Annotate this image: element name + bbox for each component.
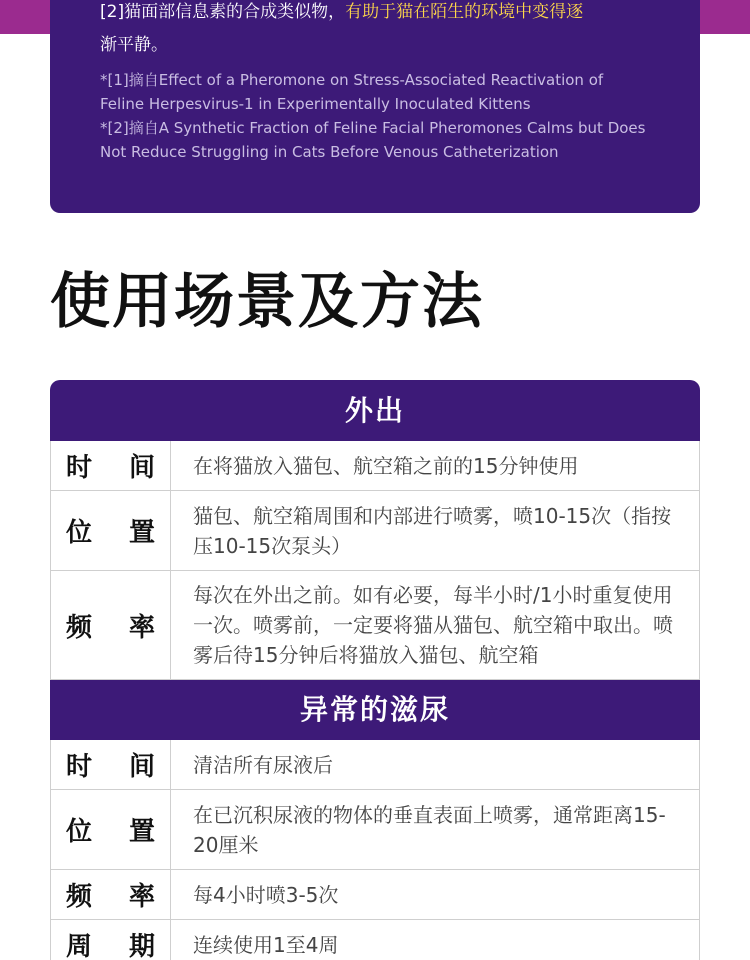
table-row bbox=[50, 920, 700, 960]
row-label bbox=[51, 491, 171, 570]
info-cut-prefix: [2]猫面部信息素的合成类似物， bbox=[100, 2, 346, 22]
row-value-text: 猫包、航空箱周围和内部进行喷雾，喷10-15次（指按压10-15次泵头） bbox=[193, 503, 672, 558]
row-value-text: 清洁所有尿液后 bbox=[193, 752, 333, 777]
row-value-text: 连续使用1至4周 bbox=[193, 932, 339, 957]
row-label bbox=[51, 571, 171, 679]
row-value bbox=[171, 920, 699, 960]
reference-2: *[2]摘自A Synthetic Fraction of Feline Facial Pheromones Calms but Does Not Reduce Struggling in Cats Before Venous Catheterization bbox=[100, 119, 646, 161]
table-row bbox=[50, 571, 700, 680]
table-row bbox=[50, 740, 700, 790]
reference-1: *[1]摘自Effect of a Pheromone on Stress-Associated Reactivation of Feline Herpesvirus-1 in Experimentally Inoculated Kittens bbox=[100, 71, 604, 113]
row-value bbox=[171, 441, 699, 490]
row-label-char: 位 bbox=[66, 817, 93, 847]
info-calm-line: 渐平静。 bbox=[100, 35, 168, 55]
row-label-char: 间 bbox=[128, 453, 155, 483]
table-row bbox=[50, 870, 700, 920]
info-cut-highlight: 有助于猫在陌生的环境中变得逐 bbox=[345, 2, 584, 22]
row-label bbox=[51, 870, 171, 919]
usage-table-spraying bbox=[50, 680, 700, 960]
row-label bbox=[51, 740, 171, 789]
row-label-char: 率 bbox=[128, 882, 155, 912]
row-label-char: 位 bbox=[66, 518, 93, 548]
row-label bbox=[51, 920, 171, 960]
row-value bbox=[171, 491, 699, 570]
table-header: 外出 bbox=[50, 380, 700, 441]
table-header: 异常的滋尿 bbox=[50, 680, 700, 740]
row-label-char: 置 bbox=[128, 817, 155, 847]
row-value-text: 每4小时喷3-5次 bbox=[193, 882, 339, 907]
row-label-char: 期 bbox=[128, 932, 155, 960]
row-value bbox=[171, 740, 699, 789]
row-label-char: 频 bbox=[66, 882, 93, 912]
table-row bbox=[50, 441, 700, 491]
row-label-char: 周 bbox=[66, 932, 93, 960]
row-label-char: 间 bbox=[128, 752, 155, 782]
row-label-char: 率 bbox=[128, 612, 155, 643]
row-label-char: 时 bbox=[66, 453, 93, 483]
row-value bbox=[171, 790, 699, 869]
row-label-char: 时 bbox=[66, 752, 93, 782]
section-title: 使用场景及方法 bbox=[50, 267, 484, 337]
row-label-char: 置 bbox=[128, 518, 155, 548]
row-value-text: 在将猫放入猫包、航空箱之前的15分钟使用 bbox=[193, 453, 579, 478]
table-row bbox=[50, 790, 700, 870]
row-value-text: 每次在外出之前。如有必要，每半小时/1小时重复使用一次。喷雾前，一定要将猫从猫包、航空箱中取出。喷雾后待15分钟后将猫放入猫包、航空箱 bbox=[193, 583, 673, 667]
table-row bbox=[50, 491, 700, 571]
row-value bbox=[171, 870, 699, 919]
usage-table-outing bbox=[50, 380, 700, 680]
row-label bbox=[51, 790, 171, 869]
info-cut-line bbox=[100, 0, 650, 26]
row-value bbox=[171, 571, 699, 679]
row-value-text: 在已沉积尿液的物体的垂直表面上喷雾，通常距离15-20厘米 bbox=[193, 802, 666, 857]
info-card bbox=[50, 0, 700, 213]
row-label bbox=[51, 441, 171, 490]
references bbox=[100, 68, 650, 164]
row-label-char: 频 bbox=[66, 612, 93, 643]
